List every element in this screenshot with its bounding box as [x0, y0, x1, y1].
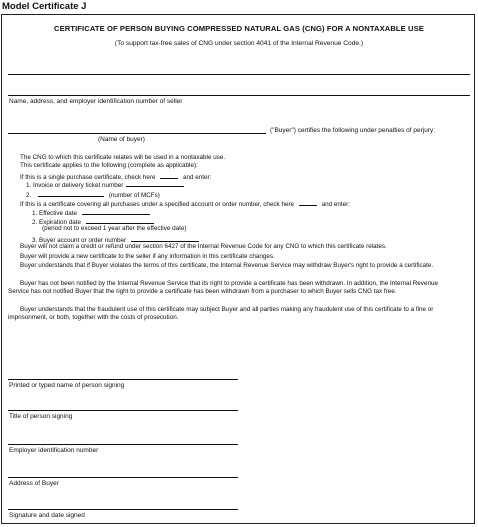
address-label: Address of Buyer: [9, 480, 59, 487]
mcf-suffix: (number of MCFs): [108, 192, 160, 199]
seller-line-2[interactable]: [8, 95, 470, 96]
period-note: (period not to exceed 1 year after the effective date): [42, 225, 187, 232]
certificate-subtitle: (To support tax-free sales of CNG under section 4041 of the Internal Revenue Code.): [114, 40, 364, 47]
buyer-name-line[interactable]: [8, 133, 266, 134]
signature-label: Signature and date signed: [9, 512, 85, 519]
statement-no-credit: Buyer will not claim a credit or refund under section 6427 of the Internal Revenue Code for any CNG to which this certificate relates.: [20, 243, 387, 250]
single-purchase-checkbox[interactable]: [160, 171, 178, 179]
title-label: Title of person signing: [9, 413, 73, 420]
statement-nontaxable-use: The CNG to which this certificate relates will be used in a nontaxable use.: [20, 154, 226, 161]
buyer-certifies-text: ("Buyer") certifies the following under penalties of perjury:: [270, 127, 436, 134]
and-enter-text-2: and enter:: [321, 201, 350, 208]
and-enter-text: and enter:: [182, 174, 212, 181]
statement-fraud-text: Buyer understands that the fraudulent use of this certificate may subject Buyer and all parties making any fraudulent use of this certificate to a fine or imprisonment, or both, together with the costs of prosecution.: [8, 306, 434, 322]
statement-withdrawal: [8, 262, 460, 270]
account-number-label: 3. Buyer account or order number: [32, 237, 127, 244]
single-purchase-text: If this is a single purchase certificate, check here: [20, 174, 156, 181]
statement-withdrawal-text: Buyer understands that if Buyer violates the terms of this certificate, the Internal Revenue Service may withdraw Buyer's right to provide a certificate.: [20, 262, 434, 269]
effective-date-label: 1. Effective date: [32, 210, 78, 217]
effective-date-field[interactable]: [82, 207, 150, 215]
statement-not-notified-text: Buyer has not been notified by the Internal Revenue Service that its right to provide a certificate has been withdrawn. In addition, the Internal Revenue Service has not notified Buyer that the right to provide a certificate has been withdrawn from a purchaser to which Buyer sells CNG tax free.: [8, 280, 438, 296]
statement-new-certificate: Buyer will provide a new certificate to the seller if any information in this certificate changes.: [20, 253, 275, 260]
mcf-quantity-field[interactable]: [38, 189, 104, 197]
invoice-number-label: 1. Invoice or delivery ticket number: [26, 182, 124, 189]
statement-fraud: [8, 306, 460, 322]
invoice-number-field[interactable]: [126, 179, 184, 187]
page-label: Model Certificate J: [2, 1, 87, 12]
title-line[interactable]: [8, 410, 238, 411]
account-number-field[interactable]: [131, 234, 199, 242]
statement-not-notified: [8, 280, 460, 296]
certificate-title: CERTIFICATE OF PERSON BUYING COMPRESSED NATURAL GAS (CNG) FOR A NONTAXABLE USE: [54, 24, 424, 33]
signature-line[interactable]: [8, 509, 238, 510]
expiration-date-field[interactable]: [86, 216, 154, 224]
printed-name-line[interactable]: [8, 379, 238, 380]
seller-label: Name, address, and employer identification number of seller: [9, 98, 183, 105]
all-purchases-text: If this is a certificate covering all purchases under a specified account or order number, check here: [20, 201, 295, 208]
certificate-form: [1, 14, 475, 524]
seller-line-1[interactable]: [8, 74, 470, 75]
mcf-number-prefix: 2.: [26, 192, 32, 199]
statement-applies-to: This certificate applies to the following (complete as applicable):: [20, 162, 198, 169]
printed-name-label: Printed or typed name of person signing: [9, 382, 125, 389]
ein-line[interactable]: [8, 444, 238, 445]
expiration-date-label: 2. Expiration date: [32, 219, 82, 226]
buyer-name-label: (Name of buyer): [98, 136, 145, 143]
address-line[interactable]: [8, 477, 238, 478]
all-purchases-checkbox[interactable]: [299, 198, 317, 206]
ein-label: Employer identification number: [9, 447, 99, 454]
